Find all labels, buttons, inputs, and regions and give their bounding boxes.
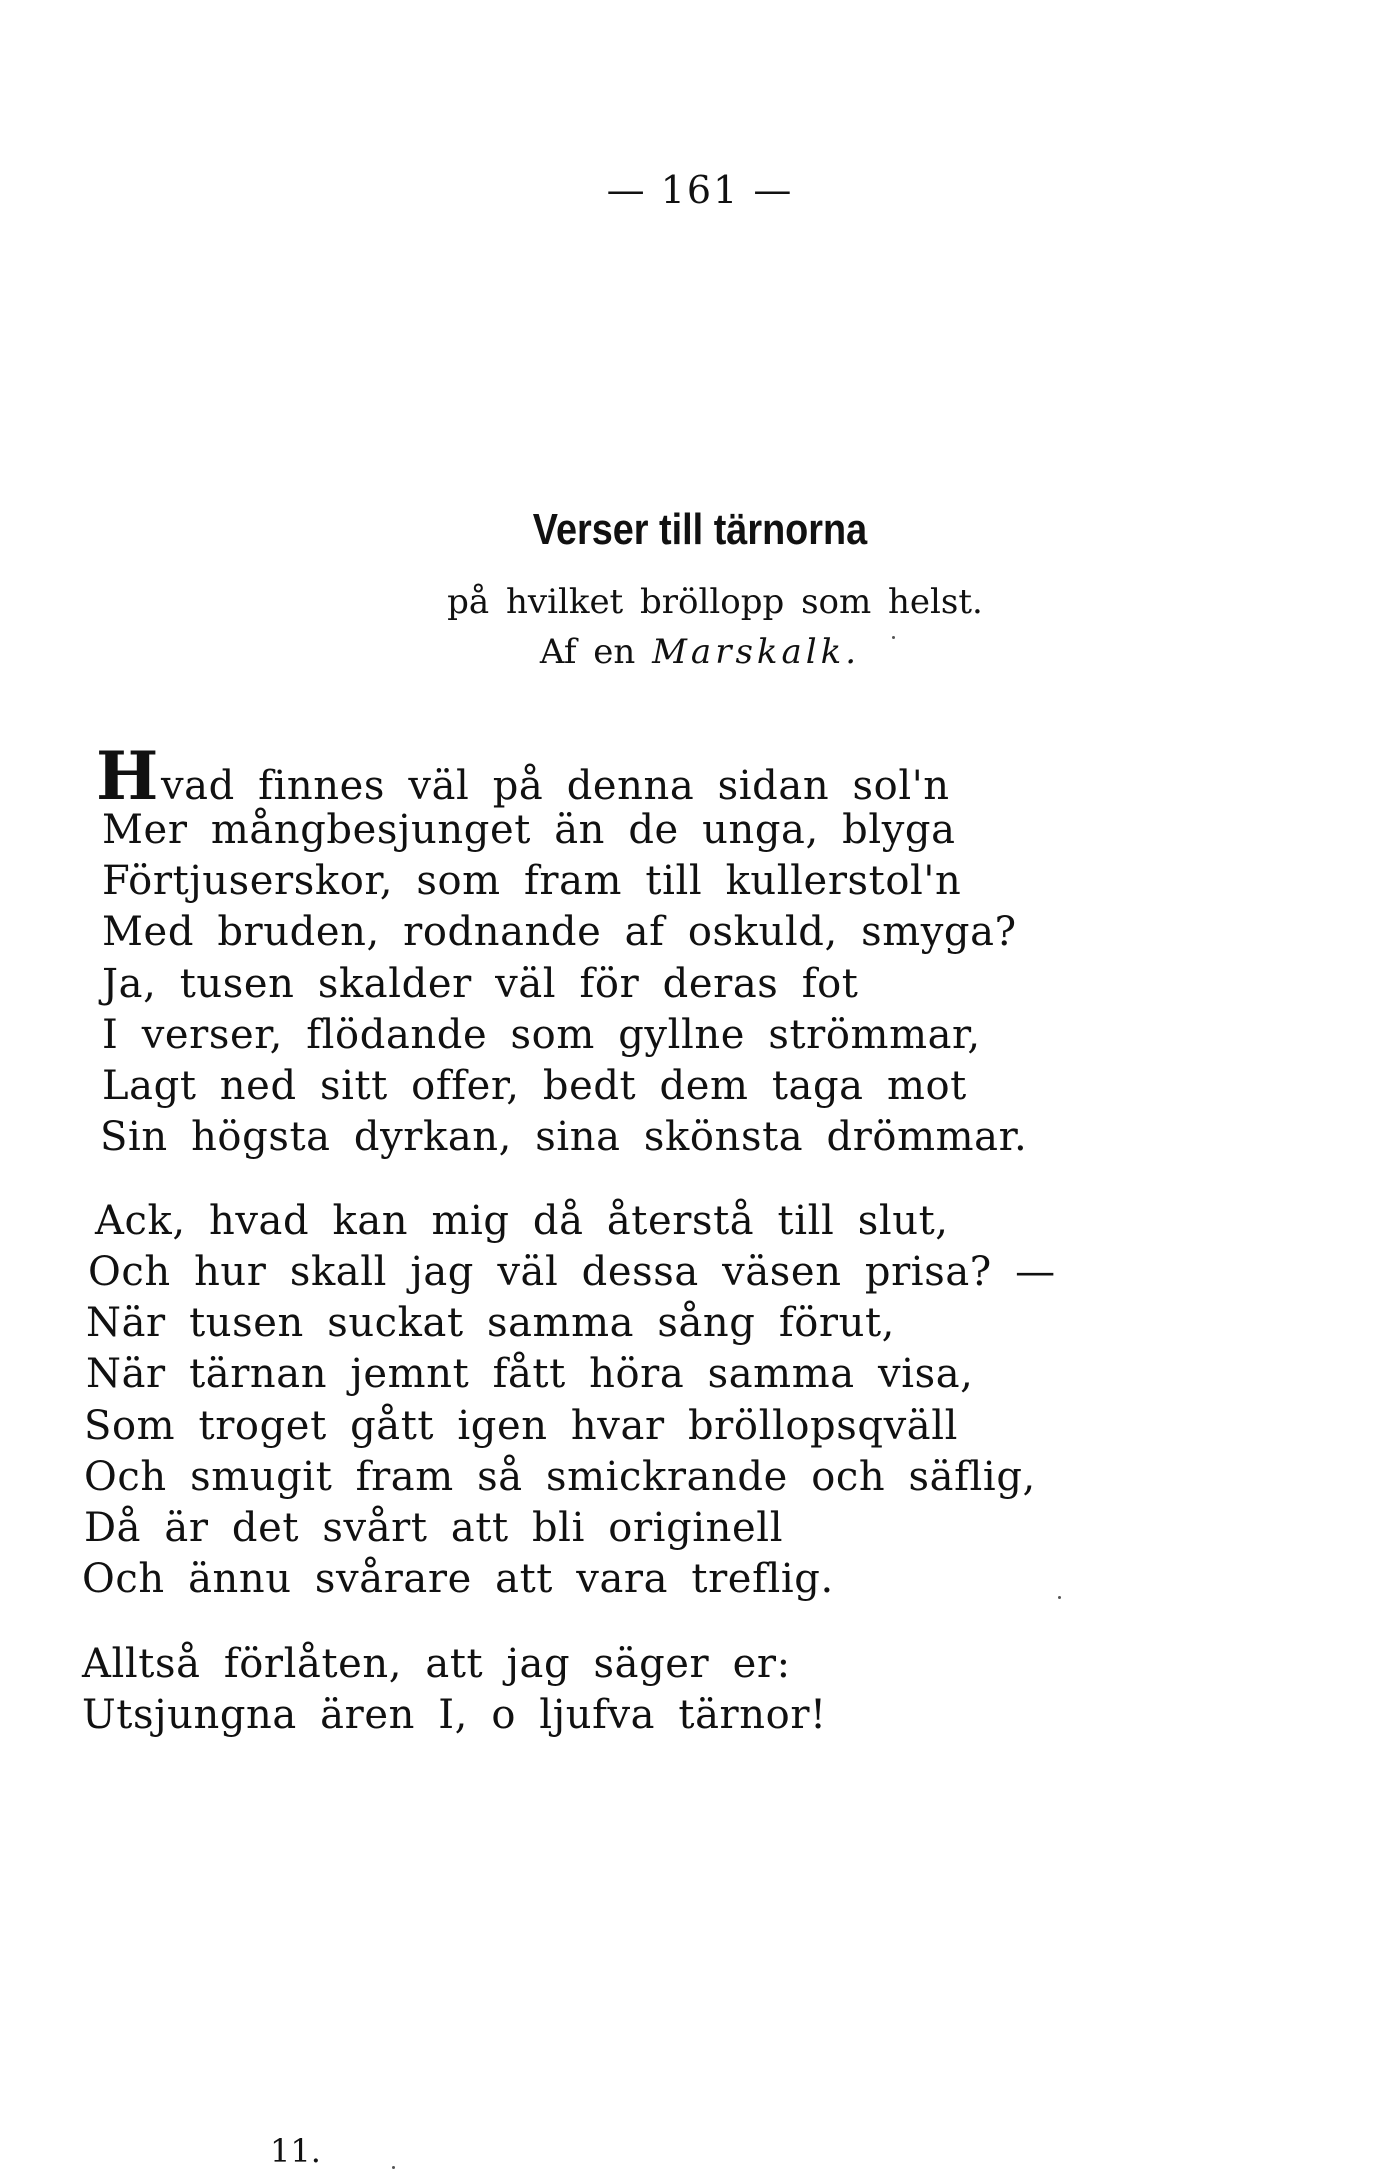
print-speck: [1058, 1596, 1061, 1599]
poem-line: I verser, flödande som gyllne strömmar,: [102, 1012, 981, 1058]
page-number: — 161 —: [606, 168, 794, 212]
decorated-initial: H: [96, 737, 159, 815]
poem-line: Och hur skall jag väl dessa väsen prisa? —: [88, 1249, 1056, 1295]
poem-line: Ack, hvad kan mig då återstå till slut,: [95, 1198, 949, 1244]
poem-line: Sin högsta dyrkan, sina skönsta drömmar.: [100, 1114, 1028, 1160]
poem-line: När tusen suckat samma sång förut,: [86, 1300, 895, 1346]
byline-prefix: Af en: [539, 632, 636, 672]
poem-line: Lagt ned sitt offer, bedt dem taga mot: [102, 1063, 967, 1109]
poem-line: Som troget gått igen hvar bröllopsqväll: [84, 1403, 959, 1449]
poem-line: Och smugit fram så smickrande och säflig,: [84, 1454, 1036, 1500]
poem-line: När tärnan jemnt fått höra samma visa,: [86, 1351, 974, 1397]
poem-line: Ja, tusen skalder väl för deras fot: [102, 961, 859, 1007]
poem-line: Med bruden, rodnande af oskuld, smyga?: [102, 909, 1017, 955]
poem-line: Då är det svårt att bli originell: [84, 1505, 784, 1551]
poem-line: Mer mångbesjunget än de unga, blyga: [102, 807, 956, 853]
poem-subtitle: på hvilket bröllopp som helst.: [447, 582, 983, 622]
poem-line: Alltså förlåten, att jag säger er:: [82, 1641, 791, 1687]
poem-line: Utsjungna ären I, o ljufva tärnor!: [82, 1692, 827, 1738]
byline-author: Marskalk.: [652, 632, 861, 672]
print-speck: [392, 2166, 395, 2169]
poem-line: Förtjuserskor, som fram till kullerstol'n: [102, 858, 962, 904]
first-line-text: vad finnes väl på denna sidan sol'n: [160, 763, 950, 809]
signature-mark: 11.: [270, 2132, 321, 2170]
poem-byline: [0, 632, 1400, 672]
poem-line: [96, 737, 950, 815]
print-speck: [892, 636, 895, 639]
poem-line: Och ännu svårare att vara treflig.: [82, 1556, 834, 1602]
poem-title: Verser till tärnorna: [532, 505, 868, 554]
